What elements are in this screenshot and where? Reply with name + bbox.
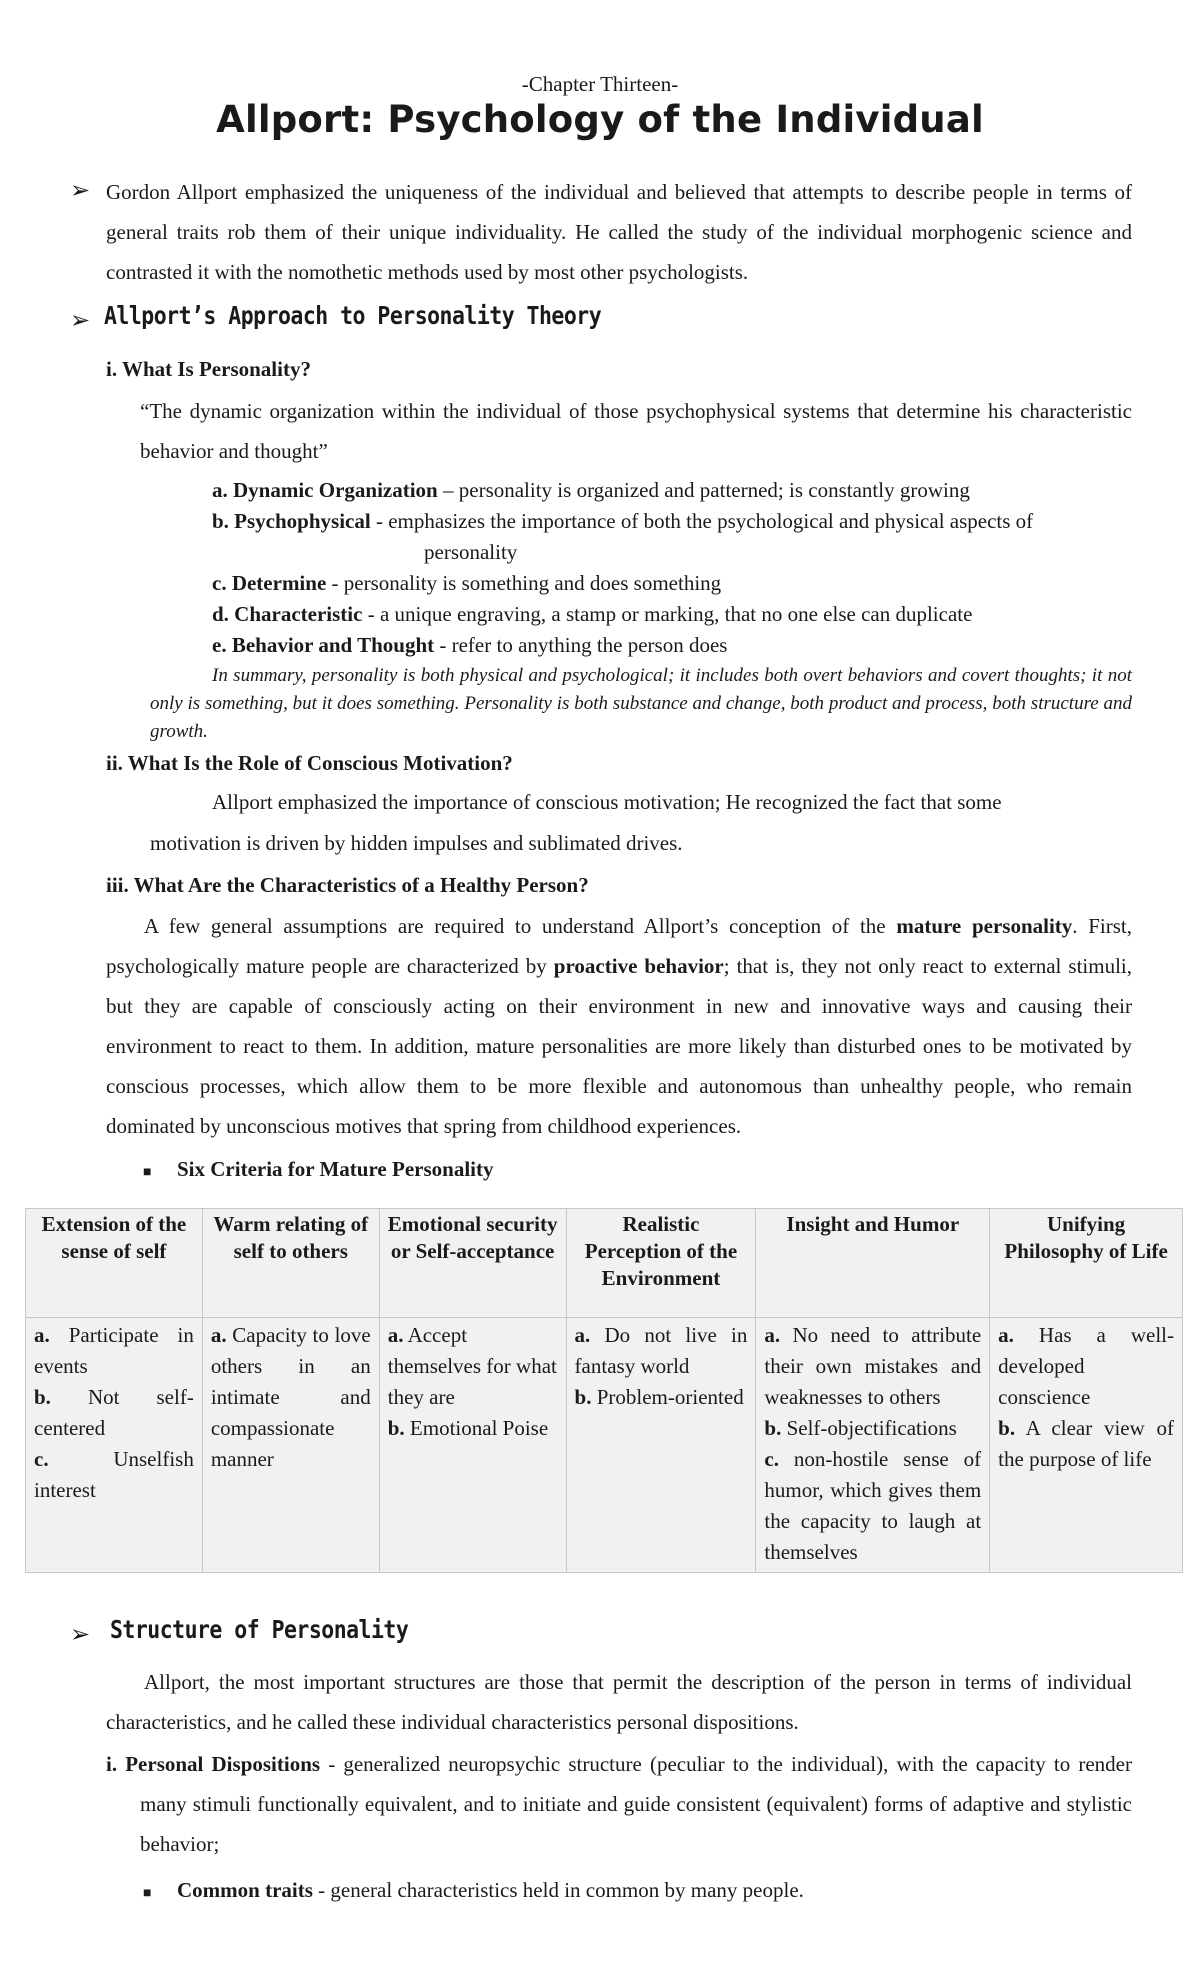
term-characteristic — [212, 602, 972, 627]
cell-item — [764, 1320, 981, 1413]
term-psychophysical-continued: personality — [424, 540, 518, 564]
chapter-label: -Chapter Thirteen- — [521, 72, 679, 96]
arrow-bullet-icon: ➢ — [70, 176, 91, 204]
item-text: A clear view of the purpose of life — [998, 1416, 1174, 1471]
arrow-bullet-icon: ➢ — [70, 306, 91, 334]
text-run: . First, psychologically mature people are characterized by — [106, 914, 1133, 978]
common-traits-item — [177, 1878, 804, 1903]
term-label: a. Dynamic Organization — [212, 478, 438, 502]
item-text: Self-objectifications — [781, 1416, 957, 1440]
emphasis-proactive-behavior: proactive behavior — [553, 954, 724, 978]
item-key: b. — [34, 1385, 51, 1409]
table-cell — [566, 1318, 756, 1573]
item-text: non-hostile sense of humor, which gives them the capacity to laugh at themselves — [764, 1447, 982, 1564]
item-text: Accept themselves for what they are — [387, 1323, 557, 1409]
table-header-cell: Realistic Perception of the Environment — [566, 1209, 756, 1318]
item-key: a. — [998, 1323, 1014, 1347]
term-psychophysical — [212, 509, 1033, 534]
term-definition: – personality is organized and patterned; is constantly growing — [437, 478, 970, 502]
question-what-is-personality: i. What Is Personality? — [106, 357, 311, 381]
cell-item — [34, 1382, 194, 1444]
item-text: Unselfish interest — [34, 1447, 194, 1502]
healthy-person-paragraph — [106, 906, 1132, 1146]
item-text: Not self-centered — [34, 1385, 194, 1440]
table-cell — [26, 1318, 203, 1573]
term-determine — [212, 571, 721, 596]
item-text: Do not live in fantasy world — [574, 1323, 748, 1378]
cell-item — [575, 1320, 748, 1382]
table-cell — [990, 1318, 1183, 1573]
cell-item — [211, 1320, 371, 1475]
table-row — [26, 1318, 1183, 1573]
item-key: b. — [764, 1416, 782, 1440]
cell-item — [998, 1413, 1174, 1475]
item-key: c. — [34, 1447, 49, 1471]
item-key: b. — [998, 1416, 1016, 1440]
term-label: b. Psychophysical — [212, 509, 371, 533]
item-text: Has a well-developed conscience — [998, 1323, 1174, 1409]
table-cell — [379, 1318, 566, 1573]
square-bullet-icon: ■ — [143, 1165, 152, 1180]
cell-item — [388, 1413, 558, 1444]
cell-item — [34, 1444, 194, 1506]
item-key: a. — [387, 1323, 404, 1347]
item-text: Problem-oriented — [591, 1385, 744, 1409]
motivation-text-line1: Allport emphasized the importance of conscious motivation; He recognized the fact that some — [212, 790, 1002, 814]
table-header-cell: Insight and Humor — [756, 1209, 990, 1318]
term-label: i. Personal Dispositions — [106, 1752, 321, 1776]
arrow-bullet-icon: ➢ — [70, 1620, 91, 1648]
term-definition: - emphasizes the importance of both the psychological and physical aspects of — [370, 509, 1034, 533]
intro-text: Gordon Allport emphasized the uniqueness of the individual and believed that attempts to describe people in terms of general traits rob them of their unique individuality. He called the study of the individual morphogenic science and contrasted it with the nomothetic methods used by most other psychologists. — [106, 180, 1132, 284]
term-label: c. Determine — [212, 571, 327, 595]
term-definition: - a unique engraving, a stamp or marking, that no one else can duplicate — [362, 602, 973, 626]
question-conscious-motivation: ii. What Is the Role of Conscious Motivation? — [106, 751, 513, 775]
page-title: Allport: Psychology of the Individual — [216, 98, 984, 141]
item-key: a. — [34, 1323, 50, 1347]
item-text: Participate in events — [34, 1323, 194, 1378]
table-header-cell: Extension of the sense of self — [26, 1209, 203, 1318]
term-definition: - refer to anything the person does — [434, 633, 728, 657]
section-heading-structure: Structure of Personality — [110, 1615, 409, 1644]
question-healthy-person: iii. What Are the Characteristics of a Healthy Person? — [106, 873, 589, 897]
section-heading-approach: Allport’s Approach to Personality Theory — [104, 301, 602, 330]
motivation-text-line2: motivation is driven by hidden impulses and sublimated drives. — [150, 831, 683, 855]
item-key: b. — [387, 1416, 405, 1440]
table-header-row — [26, 1209, 1183, 1318]
personality-definition-quote: “The dynamic organization within the individual of those psychophysical systems that determine his characteristic behavior and thought” — [140, 399, 1132, 463]
term-definition: - generalized neuropsychic structure (peculiar to the individual), with the capacity to render many stimuli functionally equivalent, and to initiate and guide consistent (equivalent) forms of adaptive and stylistic behavior; — [140, 1752, 1132, 1856]
cell-item — [34, 1320, 194, 1382]
cell-item — [764, 1413, 981, 1444]
table-header-cell: Warm relating of self to others — [202, 1209, 379, 1318]
item-text: Emotional Poise — [404, 1416, 549, 1440]
term-definition: - general characteristics held in common by many people. — [312, 1878, 804, 1902]
term-label: Common traits — [177, 1878, 313, 1902]
emphasis-mature-personality: mature personality — [896, 914, 1073, 938]
item-key: b. — [574, 1385, 592, 1409]
table-header-cell: Emotional security or Self-acceptance — [379, 1209, 566, 1318]
cell-item — [998, 1320, 1174, 1413]
item-text: Capacity to love others in an intimate and compassionate manner — [210, 1323, 371, 1471]
mature-personality-table — [25, 1208, 1183, 1573]
text-run: ; that is, they not only react to external stimuli, but they are capable of consciously acting on their environment in new and innovative ways and causing their environment to react to them. In addition, mature personalities are more likely than disturbed ones to be motivated by conscious processes, which allow them to be more flexible and autonomous than unhealthy people, who remain dominated by unconscious motives that spring from childhood experiences. — [106, 954, 1132, 1138]
table-cell — [202, 1318, 379, 1573]
term-definition: - personality is something and does something — [326, 571, 722, 595]
cell-item — [764, 1444, 981, 1568]
cell-item — [575, 1382, 748, 1413]
table-cell — [756, 1318, 990, 1573]
text-run: A few general assumptions are required to understand Allport’s conception of the — [144, 914, 897, 938]
item-key: c. — [764, 1447, 779, 1471]
cell-item — [388, 1320, 558, 1413]
table-header-cell: Unifying Philosophy of Life — [990, 1209, 1183, 1318]
term-label: e. Behavior and Thought — [212, 633, 435, 657]
structure-paragraph: Allport, the most important structures are those that permit the description of the person in terms of individual characteristics, and he called these individual characteristics personal dispositions. — [106, 1670, 1132, 1734]
item-key: a. — [574, 1323, 591, 1347]
square-bullet-icon: ■ — [143, 1886, 152, 1901]
personal-dispositions-definition — [106, 1744, 1132, 1864]
item-key: a. — [764, 1323, 781, 1347]
intro-paragraph — [106, 172, 1132, 292]
personality-summary: In summary, personality is both physical and psychological; it includes both overt behaviors and covert thoughts; it not only is something, but it does something. Personality is both substance and change, both product and process, both structure and growth. — [150, 665, 1132, 742]
criteria-label: Six Criteria for Mature Personality — [177, 1157, 494, 1181]
term-dynamic-organization — [212, 478, 970, 503]
item-text: No need to attribute their own mistakes and weaknesses to others — [764, 1323, 982, 1409]
term-behavior-thought — [212, 633, 727, 658]
item-key: a. — [210, 1323, 227, 1347]
term-label: d. Characteristic — [212, 602, 363, 626]
